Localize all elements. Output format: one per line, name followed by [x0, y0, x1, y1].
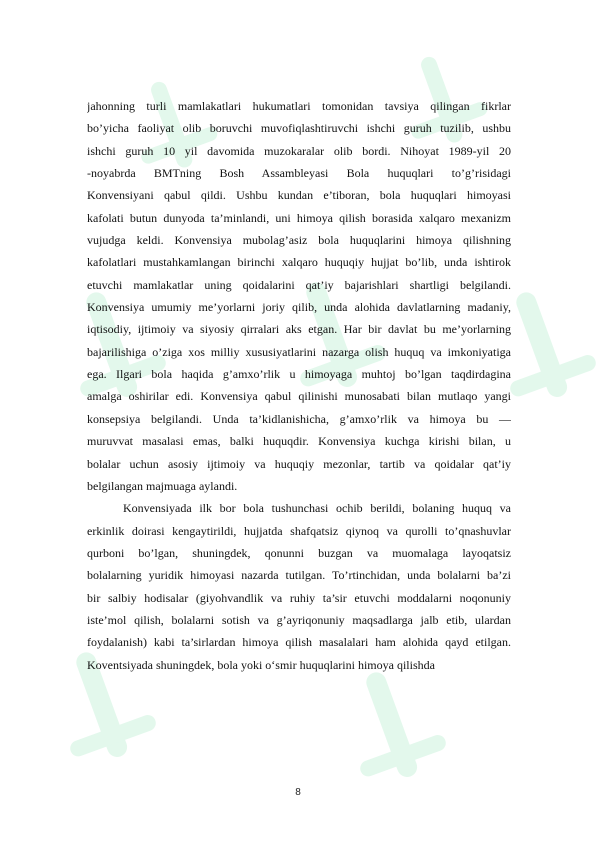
text-line: etuvchi mamlakatlar uning qoidalarini qat’iy bajarishlari shartligi belgilandi.	[87, 277, 511, 292]
text-line: bo’yicha faoliyat olib boruvchi muvofiqlashtiruvchi ishchi guruh tuzilib, ushbu	[87, 121, 511, 136]
text-line: qurboni bo’lgan, shuningdek, qonunni buzgan va muomalaga layoqatsiz	[87, 545, 511, 560]
text-line: jahonning turli mamlakatlari hukumatlari tomonidan tavsiya qilingan fikrlar	[87, 99, 511, 113]
text-line: erkinlik doirasi kengaytirildi, hujjatda shafqatsiz qiynoq va qurolli to’qnashuvlar	[87, 523, 511, 538]
text-line: kafolati butun dunyoda ta’minlandi, uni himoya qilish borasida xalqaro mexanizm	[87, 210, 511, 225]
text-line: kafolatlari mustahkamlangan birinchi xalqaro huquqiy hujjat bo’lib, unda ishtirok	[87, 255, 511, 270]
text-line: bolalarning yuridik himoyasi nazarda tutilgan. To’rtinchidan, unda bolalarni ba’zi	[87, 568, 511, 583]
text-line: Konvensiyada ilk bor bola tushunchasi ochib berildi, bolaning huquq va	[123, 501, 511, 516]
text-line: iste’mol qilish, bolalarni sotish va g’ayriqonuniy maqsadlarga jalb etib, ulardan	[87, 612, 511, 627]
text-line: Konvensiyani qabul qildi. Ushbu kundan e’tiboran, bola huquqlari himoyasi	[87, 188, 511, 203]
text-line: amalga oshirilar edi. Konvensiya qabul qilinishi munosabati bilan mutlaqo yangi	[87, 389, 511, 404]
text-line: Koventsiyada shuningdek, bola yoki o‘smir huquqlarini himoya qilishda	[87, 657, 435, 672]
text-line: belgilangan majmuaga aylandi.	[87, 478, 238, 493]
body-text	[87, 95, 511, 676]
text-line: konsepsiya belgilandi. Unda ta’kidlanishicha, g’amxo’rlik va himoya bu —	[87, 411, 511, 426]
text-line: vujudga keldi. Konvensiya mubolag’asiz bola huquqlarini himoya qilishning	[87, 233, 511, 248]
text-line: ishchi guruh 10 yil davomida muzokaralar olib bordi. Nihoyat 1989-yil 20	[87, 143, 511, 158]
text-line: foydalanish) kabi ta’sirlardan himoya qilish masalalari ham alohida qayd etilgan.	[87, 635, 511, 650]
text-line: iqtisodiy, ijtimoiy va siyosiy qirralari aks etgan. Har bir davlat bu me’yorlarning	[87, 322, 511, 337]
text-line: bolalar uchun asosiy ijtimoiy va huquqiy mezonlar, tartib va qoidalar qat’iy	[87, 456, 511, 471]
text-line: bajarilishiga o’ziga xos milliy xususiyatlarini nazarga olish huquq va imkoniyatiga	[87, 344, 511, 359]
text-line: ega. Ilgari bola haqida g’amxo’rlik u himoyaga muhtoj bo’lgan taqdirdagina	[87, 367, 511, 382]
page-number: 8	[295, 787, 301, 798]
text-line: Konvensiya umumiy me’yorlarni joriy qilib, unda alohida davlatlarning madaniy,	[87, 300, 511, 315]
text-line: muruvvat masalasi emas, balki huquqdir. Konvensiya kuchga kirishi bilan, u	[87, 434, 511, 449]
text-line: -noyabrda BMTning Bosh Assambleyasi Bola huquqlari to’g’risidagi	[87, 166, 511, 181]
text-line: bir salbiy hodisalar (giyohvandlik va ruhiy ta’sir etuvchi moddalarni noqonuniy	[87, 590, 511, 605]
